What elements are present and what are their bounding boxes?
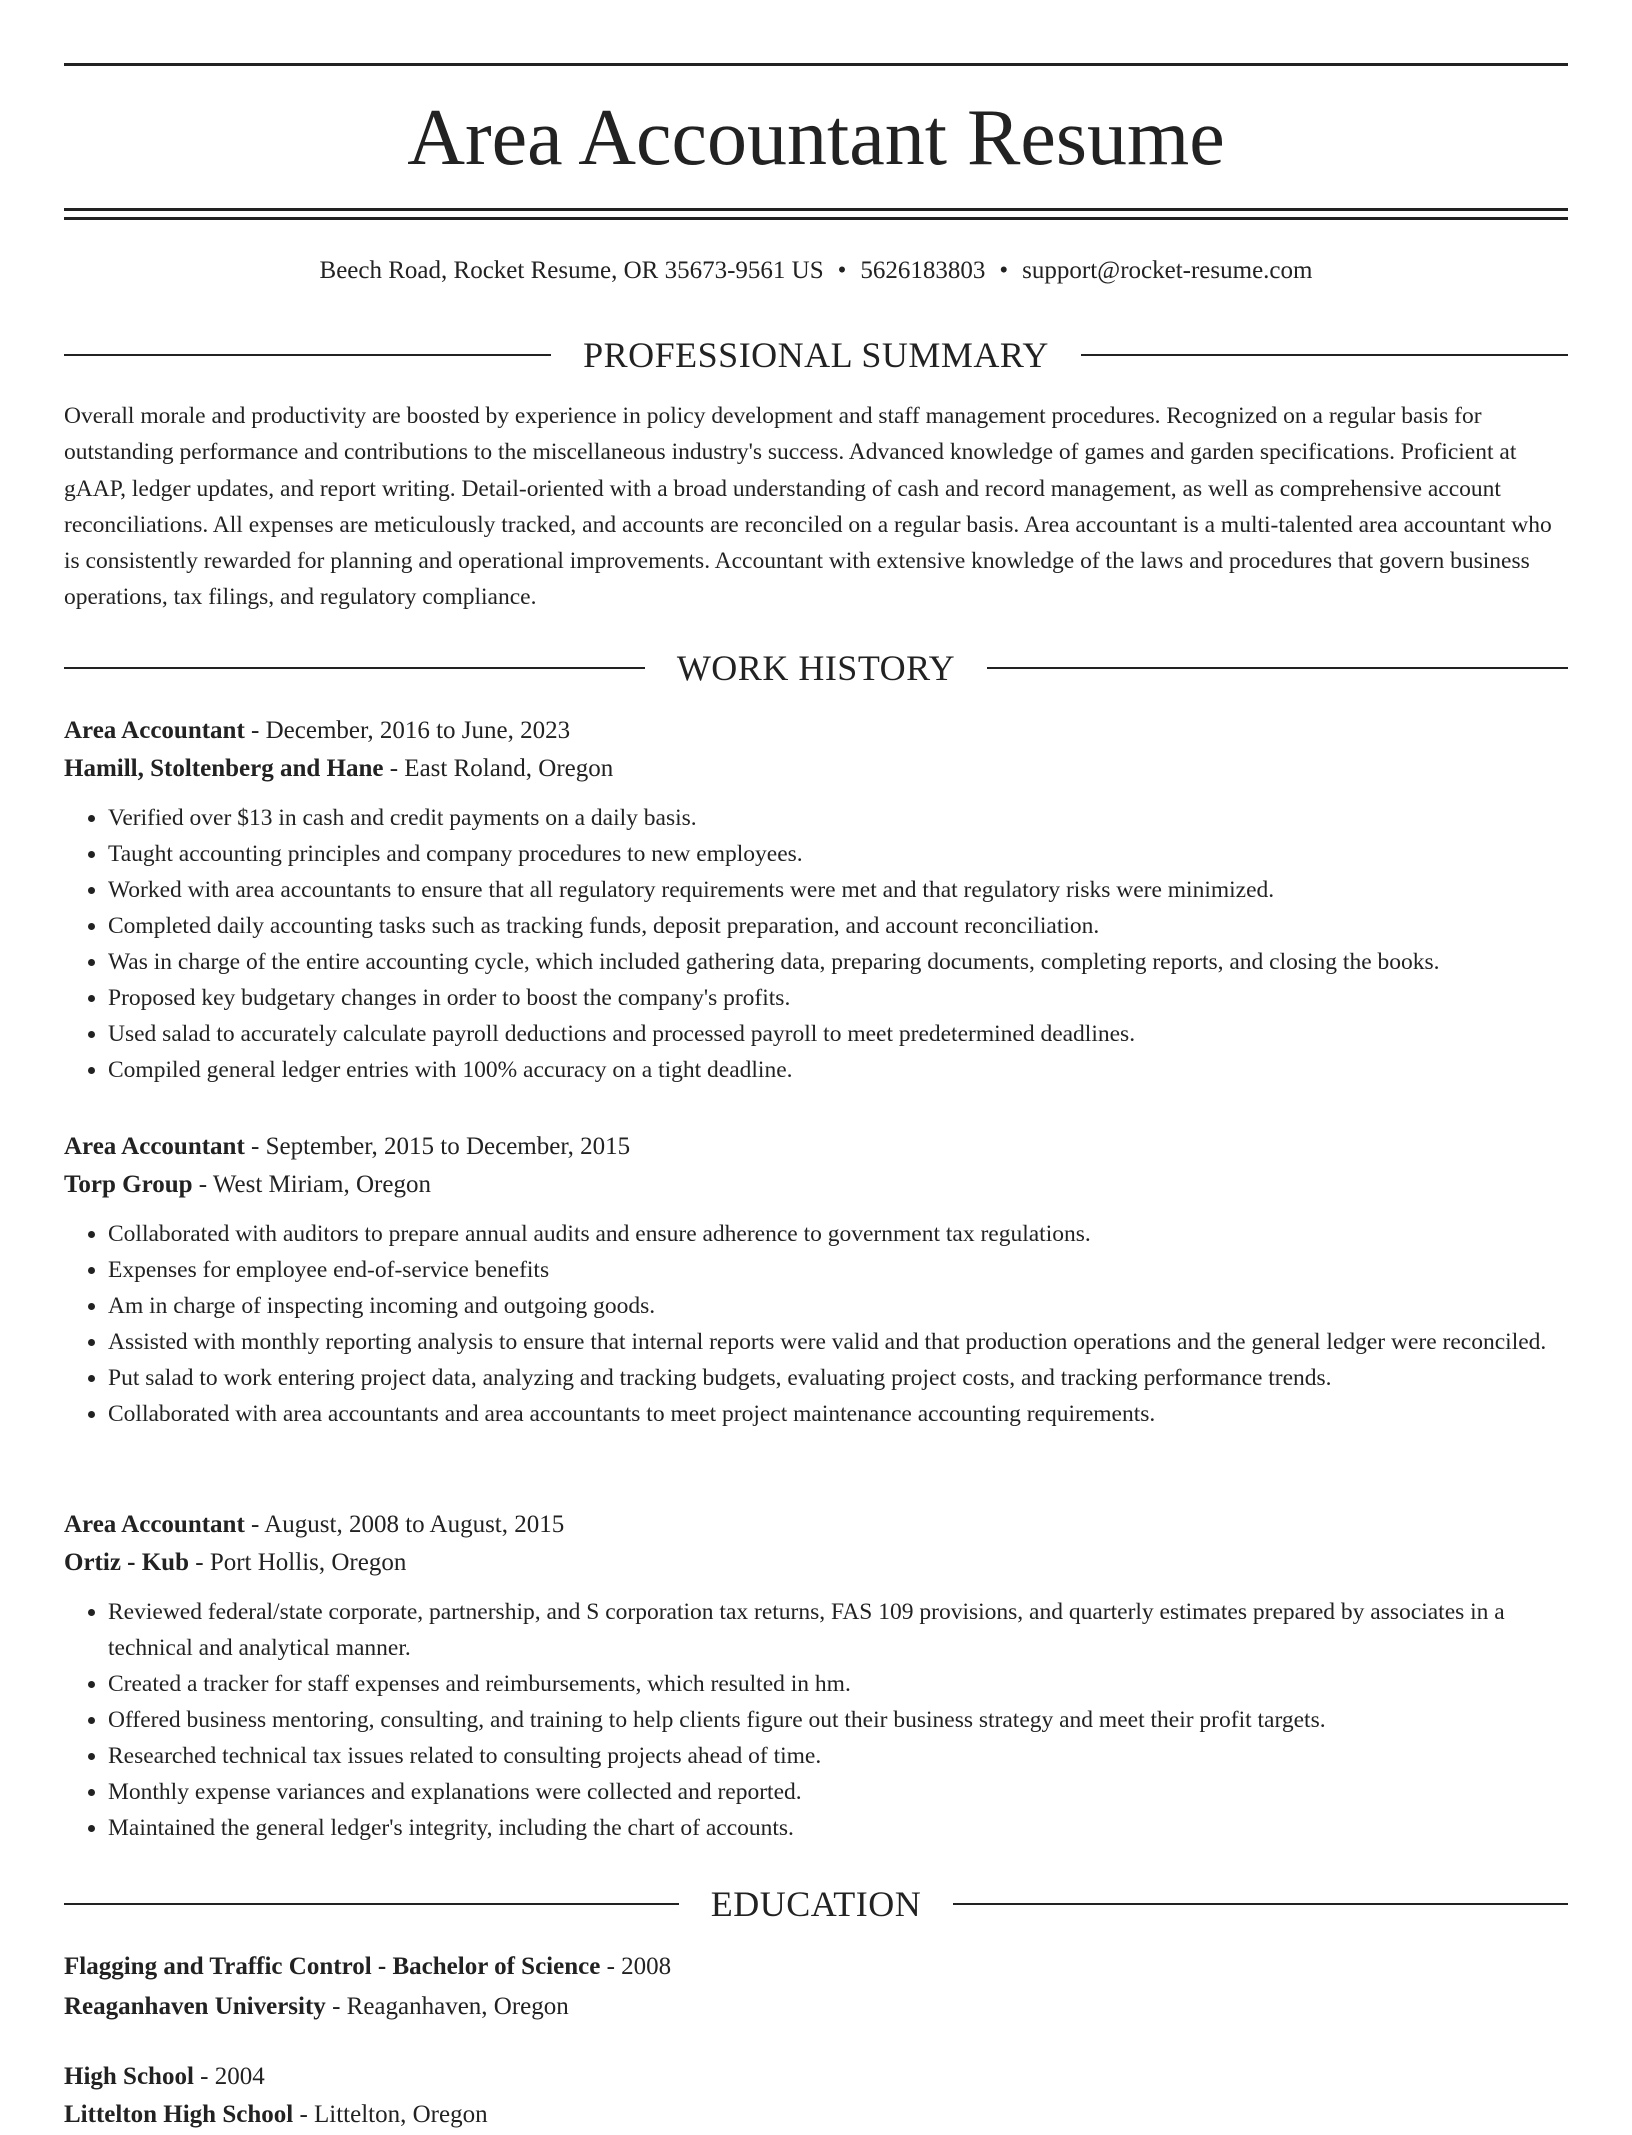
job-bullets (64, 1594, 1568, 1846)
job-title: Area Accountant (64, 1133, 245, 1160)
contact-line (64, 255, 1568, 287)
job-location: - West Miriam, Oregon (198, 1171, 431, 1198)
job-bullet: • Assisted with monthly reporting analysis to ensure that internal reports were valid and that production operations and the general ledger were reconciled. (108, 1324, 1568, 1360)
job-company-line (64, 1166, 1568, 1204)
job-bullet: • Expenses for employee end-of-service benefits (108, 1252, 1568, 1288)
job-bullet: • Verified over $13 in cash and credit payments on a daily basis. (108, 800, 1568, 836)
job-dates: - August, 2008 to August, 2015 (251, 1511, 565, 1538)
section-rule (64, 1903, 679, 1905)
education-year: - 2008 (606, 1953, 672, 1980)
job-bullet: • Collaborated with auditors to prepare annual audits and ensure adherence to government tax regulations. (108, 1216, 1568, 1252)
section-title: PROFESSIONAL SUMMARY (583, 335, 1049, 375)
job-bullet: • Taught accounting principles and company procedures to new employees. (108, 836, 1568, 872)
education-degree-line (64, 1947, 1568, 1987)
job-bullet: • Proposed key budgetary changes in order to boost the company's profits. (108, 980, 1568, 1016)
job-entry (64, 1506, 1568, 1846)
job-bullet: • Compiled general ledger entries with 100% accuracy on a tight deadline. (108, 1052, 1568, 1088)
job-bullet: • Completed daily accounting tasks such as tracking funds, deposit preparation, and account reconciliation. (108, 908, 1568, 944)
section-header-summary (64, 333, 1568, 377)
job-company-line (64, 1544, 1568, 1582)
job-bullet: • Created a tracker for staff expenses and reimbursements, which resulted in hm. (108, 1666, 1568, 1702)
job-bullet: • Am in charge of inspecting incoming and outgoing goods. (108, 1288, 1568, 1324)
education-location: - Reaganhaven, Oregon (332, 1993, 569, 2020)
job-bullet: • Was in charge of the entire accounting cycle, which included gathering data, preparing documents, completing reports, and closing the books. (108, 944, 1568, 980)
education-school: Reaganhaven University (64, 1993, 326, 2020)
education-school-line (64, 1987, 1568, 2027)
education-year: - 2004 (200, 2063, 265, 2090)
education-school-line (64, 2095, 1568, 2135)
job-title: Area Accountant (64, 717, 245, 744)
job-bullet: • Put salad to work entering project data, analyzing and tracking budgets, evaluating project costs, and tracking performance trends. (108, 1360, 1568, 1396)
section-rule (64, 354, 551, 356)
job-bullet: • Collaborated with area accountants and area accountants to meet project maintenance accounting requirements. (108, 1396, 1568, 1432)
job-dates: - September, 2015 to December, 2015 (251, 1133, 631, 1160)
job-company: Hamill, Stoltenberg and Hane (64, 755, 384, 782)
job-dates: - December, 2016 to June, 2023 (251, 717, 571, 744)
section-rule (1081, 354, 1568, 356)
job-company-line (64, 750, 1568, 788)
section-header-work-history (64, 646, 1568, 690)
job-bullets (64, 800, 1568, 1088)
job-bullet: • Used salad to accurately calculate payroll deductions and processed payroll to meet predetermined deadlines. (108, 1016, 1568, 1052)
contact-address: Beech Road, Rocket Resume, OR 35673-9561 US (319, 257, 824, 284)
education-location: - Littelton, Oregon (299, 2101, 488, 2128)
job-entry (64, 1128, 1568, 1432)
contact-phone[interactable]: 5626183803 (860, 257, 986, 284)
section-title: EDUCATION (710, 1884, 922, 1924)
education-school: Littelton High School (64, 2101, 294, 2128)
job-entry (64, 712, 1568, 1088)
section-rule (987, 667, 1568, 669)
job-title-line (64, 1506, 1568, 1544)
section-rule (953, 1903, 1568, 1905)
job-bullet: • Offered business mentoring, consulting, and training to help clients figure out their business strategy and meet their profit targets. (108, 1702, 1568, 1738)
title-double-rule (64, 208, 1568, 220)
section-header-education (64, 1882, 1568, 1926)
job-bullets (64, 1216, 1568, 1432)
job-title: Area Accountant (64, 1511, 245, 1538)
job-title-line (64, 1128, 1568, 1166)
job-title-line (64, 712, 1568, 750)
job-bullet: • Researched technical tax issues related to consulting projects ahead of time. (108, 1738, 1568, 1774)
section-title: WORK HISTORY (676, 648, 956, 688)
education-degree: Flagging and Traffic Control - Bachelor of Science (64, 1953, 601, 1980)
job-location: - East Roland, Oregon (389, 755, 614, 782)
contact-separator: • (999, 257, 1009, 284)
summary-paragraph: Overall morale and productivity are boosted by experience in policy development and staff management procedures. Recognized on a regular basis for outstanding performance and contributions to the miscellaneous industry's success. Advanced knowledge of games and garden specifications. Proficient at gAAP, ledger updates, and report writing. Detail-oriented with a broad understanding of cash and record management, as well as comprehensive account reconciliations. All expenses are meticulously tracked, and accounts are reconciled on a regular basis. Area accountant is a multi-talented area accountant who is consistently rewarded for planning and operational improvements. Accountant with extensive knowledge of the laws and procedures that govern business operations, tax filings, and regulatory compliance. (64, 403, 1552, 611)
job-bullet: • Maintained the general ledger's integrity, including the chart of accounts. (108, 1810, 1568, 1846)
job-location: - Port Hollis, Oregon (195, 1549, 407, 1576)
education-degree-line (64, 2057, 1568, 2097)
job-company: Torp Group (64, 1171, 193, 1198)
section-rule (64, 667, 645, 669)
resume-title: Area Accountant Resume (407, 94, 1225, 182)
top-rule (64, 63, 1568, 66)
contact-email[interactable]: support@rocket-resume.com (1022, 257, 1313, 284)
job-bullet: • Monthly expense variances and explanations were collected and reported. (108, 1774, 1568, 1810)
job-company: Ortiz - Kub (64, 1549, 189, 1576)
contact-separator: • (837, 257, 847, 284)
job-bullet: • Worked with area accountants to ensure that all regulatory requirements were met and that regulatory risks were minimized. (108, 872, 1568, 908)
job-bullet: • Reviewed federal/state corporate, partnership, and S corporation tax returns, FAS 109 provisions, and quarterly estimates prepared by associates in a technical and analytical manner. (108, 1594, 1568, 1666)
education-degree: High School (64, 2063, 194, 2090)
